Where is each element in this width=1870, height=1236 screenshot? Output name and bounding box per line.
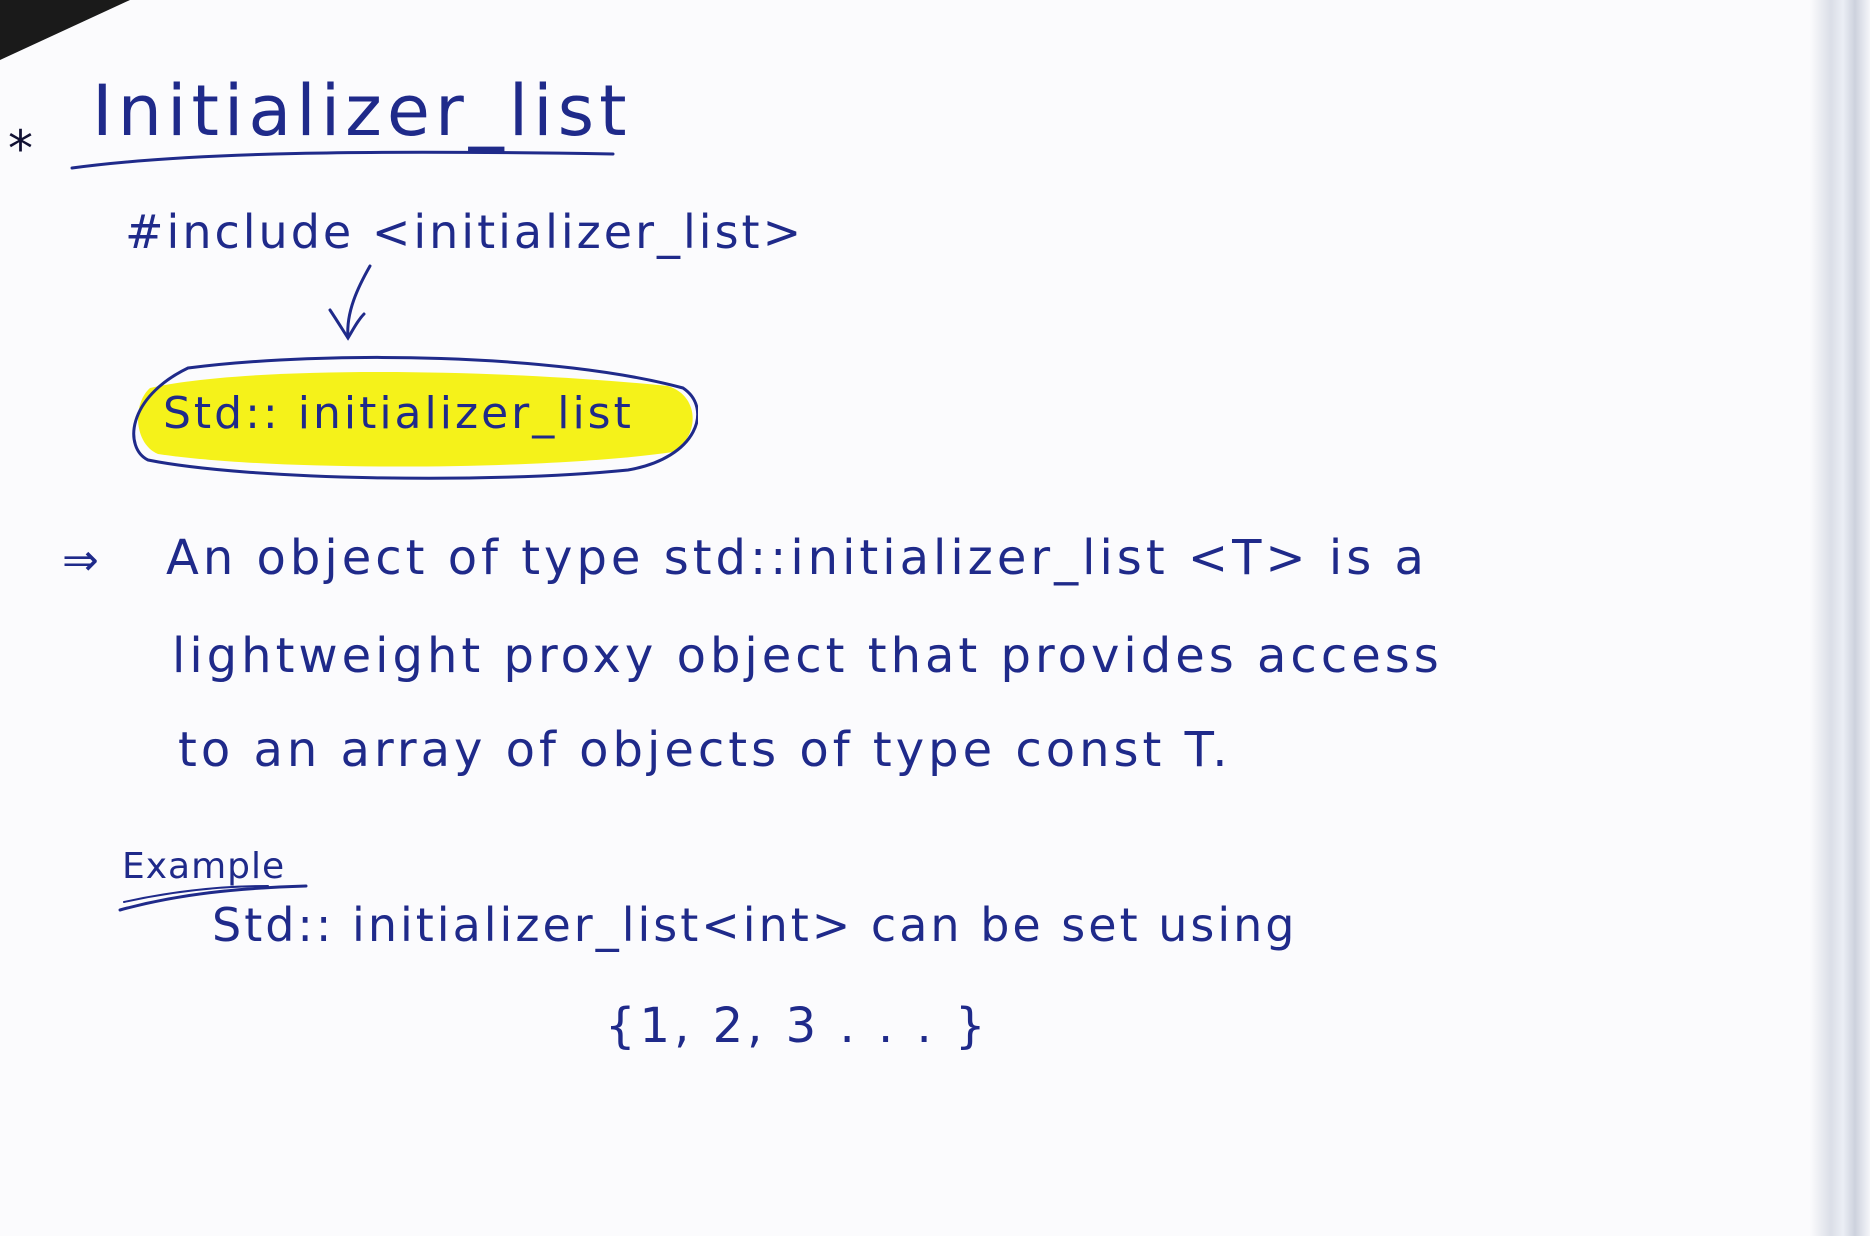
down-arrow-icon	[318, 262, 388, 347]
include-directive: #include <initializer_list>	[125, 205, 805, 259]
highlighted-term-box	[128, 348, 698, 480]
note-title: Initializer_list	[92, 70, 632, 152]
definition-line-2: lightweight proxy object that provides access	[172, 628, 1443, 684]
bullet-star: *	[8, 120, 35, 178]
highlighted-term-text: Std:: initializer_list	[163, 388, 634, 439]
page-corner-shadow	[0, 0, 130, 60]
title-underline	[70, 148, 615, 172]
example-label: Example	[122, 846, 286, 887]
implies-arrow: ⇒	[62, 535, 101, 586]
example-line: Std:: initializer_list<int> can be set using	[212, 898, 1298, 952]
example-values: {1, 2, 3 . . . }	[605, 998, 990, 1054]
definition-line-1: An object of type std::initializer_list <T> is a	[166, 530, 1428, 586]
definition-line-3: to an array of objects of type const T.	[178, 722, 1232, 778]
page-edge-shadow	[1810, 0, 1870, 1236]
